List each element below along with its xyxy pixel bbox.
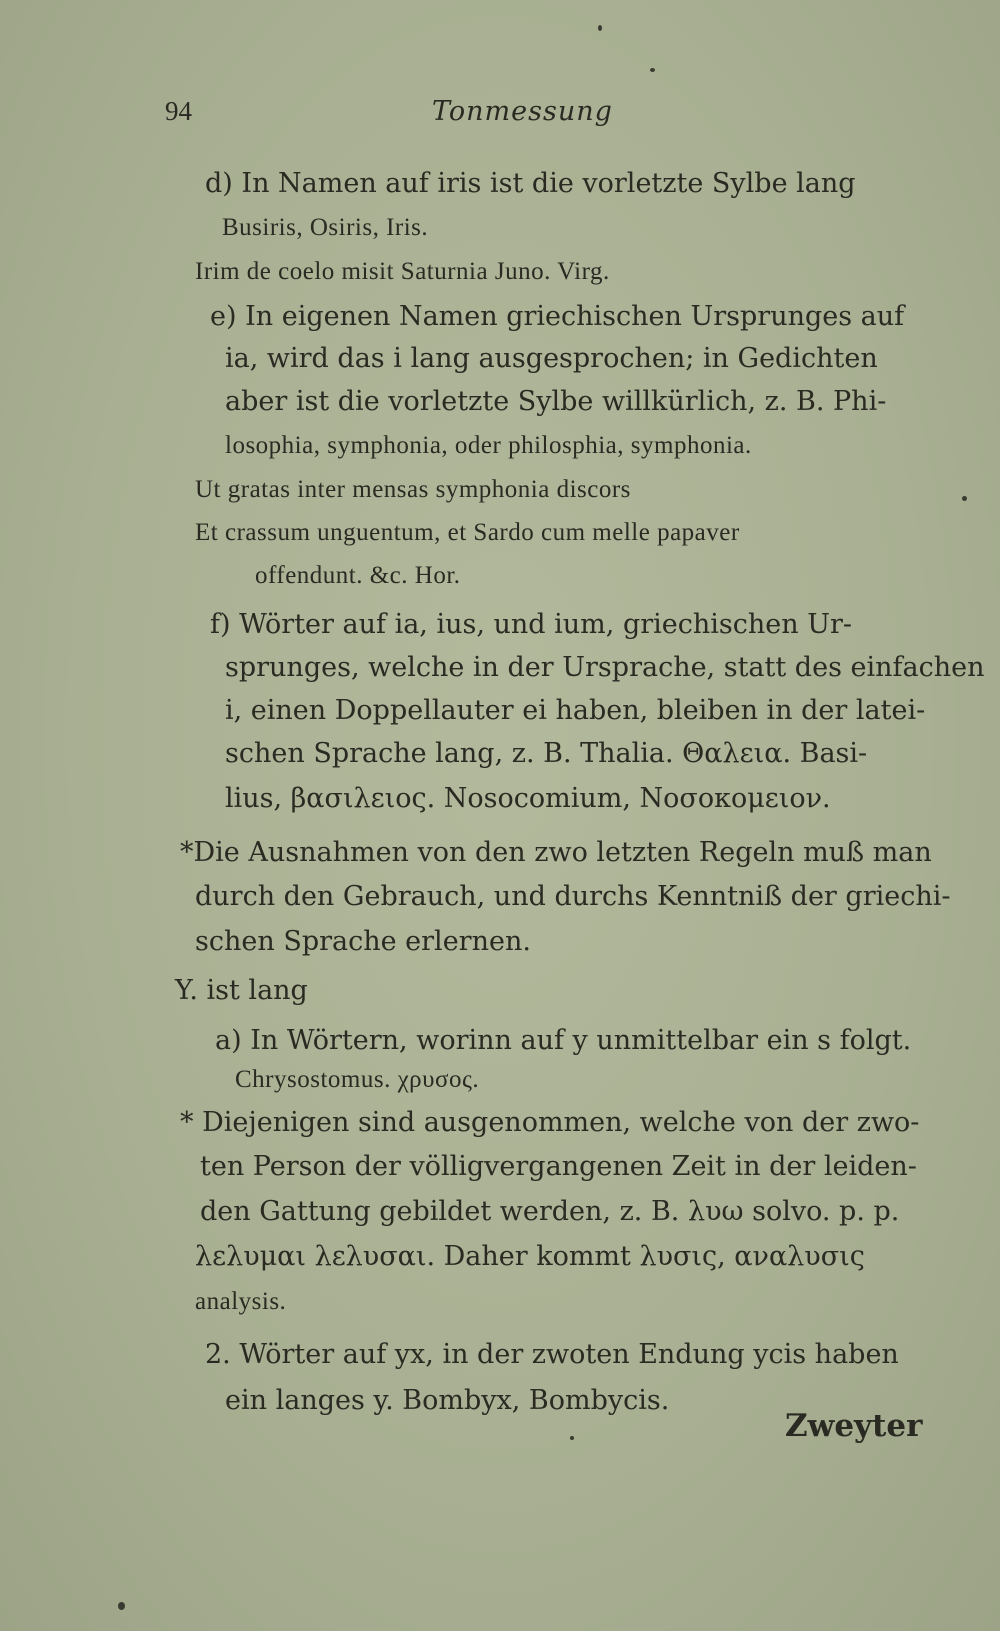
text-line: a) In Wörtern, worinn auf y unmittelbar ein s folgt. <box>215 1025 912 1056</box>
text-line: d) In Namen auf iris ist die vorletzte Sylbe lang <box>205 168 856 199</box>
text-line: den Gattung gebildet werden, z. B. λυω solvo. p. p. <box>200 1196 900 1227</box>
text-line: schen Sprache erlernen. <box>195 926 531 957</box>
text-line: ten Person der völligvergangenen Zeit in der leiden- <box>200 1151 917 1182</box>
running-head: Tonmessung <box>432 96 613 127</box>
paper-speck <box>598 25 602 31</box>
text-line: Irim de coelo misit Saturnia Juno. Virg. <box>195 258 610 285</box>
text-line: schen Sprache lang, z. B. Thalia. Θαλεια. Basi- <box>225 738 868 769</box>
catchword: Zweyter <box>785 1408 923 1444</box>
page-number: 94 <box>165 96 192 126</box>
text-line: losophia, symphonia, oder philosphia, symphonia. <box>225 432 752 459</box>
text-line: Ut gratas inter mensas symphonia discors <box>195 476 631 503</box>
text-line: Et crassum unguentum, et Sardo cum melle papaver <box>195 519 740 546</box>
text-line: Y. ist lang <box>175 975 308 1006</box>
paper-speck <box>962 496 967 501</box>
text-line: ein langes y. Bombyx, Bombycis. <box>225 1385 670 1416</box>
text-line: Busiris, Osiris, Iris. <box>222 214 429 241</box>
text-line: analysis. <box>195 1288 287 1315</box>
text-line: Chrysostomus. χρυσος. <box>235 1066 480 1093</box>
text-line: f) Wörter auf ia, ius, und ium, griechischen Ur- <box>210 609 853 640</box>
text-line: offendunt. &c. Hor. <box>255 562 461 589</box>
paper-speck <box>570 1436 574 1440</box>
text-line: e) In eigenen Namen griechischen Ursprunges auf <box>210 301 905 332</box>
paper-speck <box>118 1602 125 1610</box>
text-line: *Die Ausnahmen von den zwo letzten Regeln muß man <box>180 837 932 868</box>
text-line: sprunges, welche in der Ursprache, statt des einfachen <box>225 652 985 683</box>
text-line: durch den Gebrauch, und durchs Kenntniß der griechi- <box>195 881 951 912</box>
text-line: λελυμαι λελυσαι. Daher kommt λυσις, αναλυσις <box>195 1241 865 1272</box>
text-line: i, einen Doppellauter ei haben, bleiben in der latei- <box>225 695 926 726</box>
paper-speck <box>650 68 655 72</box>
text-line: lius, βασιλειος. Nosocomium, Νοσοκομειον. <box>225 783 831 814</box>
text-line: * Diejenigen sind ausgenommen, welche von der zwo- <box>180 1107 920 1138</box>
text-line: ia, wird das i lang ausgesprochen; in Gedichten <box>225 343 878 374</box>
text-line: 2. Wörter auf yx, in der zwoten Endung ycis haben <box>205 1339 899 1370</box>
text-line: aber ist die vorletzte Sylbe willkürlich, z. B. Phi- <box>225 386 887 417</box>
